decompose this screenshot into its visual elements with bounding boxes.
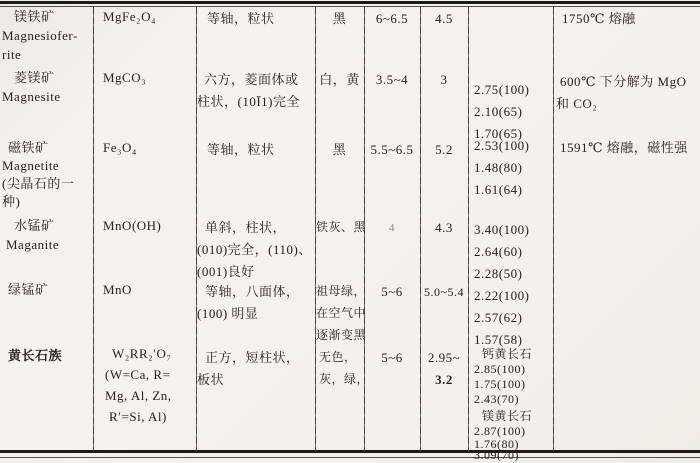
mineral-name: 黄长石族 — [8, 348, 63, 363]
column-divider — [93, 7, 94, 451]
d-spacing-value: 1.48(80) — [474, 160, 523, 175]
crystal-habit: 等轴，粒状 — [207, 142, 275, 157]
specific-gravity-value: 3.2 — [435, 372, 453, 387]
mineral-name-en: Maganite — [6, 237, 60, 252]
d-spacing-value: 2.10(65) — [474, 104, 523, 119]
d-spacing-value: 1.76(80) — [474, 437, 519, 451]
color-value: 逐渐变黑 — [316, 328, 367, 342]
crystal-habit: 板状 — [197, 372, 225, 387]
column-divider — [553, 7, 554, 451]
mineral-name-en: Magnesiofer- — [2, 28, 78, 43]
subgroup-label: 钙黄长石 — [482, 347, 533, 361]
chemical-formula: Fe₃O₄ — [103, 140, 137, 155]
table-border-bottom-thick — [0, 450, 700, 453]
mineral-name-note: (尖晶石的一 — [2, 176, 75, 191]
color-value: 铁灰、黑 — [316, 220, 367, 234]
crystal-habit: 等轴，粒状 — [207, 11, 275, 26]
d-spacing-value: 1.75(100) — [474, 377, 526, 391]
d-spacing-value: 3.09(70) — [474, 448, 519, 462]
note-text: 1591℃ 熔融，磁性强 — [560, 140, 688, 155]
d-spacing-value: 2.85(100) — [474, 362, 526, 376]
mineral-name: 磁铁矿 — [8, 140, 49, 155]
color-value: 灰，绿， — [319, 372, 370, 386]
note-text: 和 CO₂ — [556, 96, 598, 111]
table-border-bottom-thin — [0, 457, 700, 458]
chemical-formula: Mg, Al, Zn, — [105, 388, 172, 403]
d-spacing-value: 1.70(65) — [474, 126, 523, 141]
d-spacing-value: 2.28(50) — [474, 266, 523, 281]
color-value: 无色， — [319, 350, 357, 364]
d-spacing-value: 2.87(100) — [474, 424, 526, 438]
d-spacing-value: 2.64(60) — [474, 244, 523, 259]
hardness-value: 5~6 — [381, 284, 403, 299]
mineral-name-note: 种) — [2, 194, 21, 209]
hardness-value: 6~6.5 — [375, 11, 409, 26]
chemical-formula: R′=Si, Al) — [109, 409, 167, 424]
crystal-habit: 等轴，八面体， — [205, 284, 300, 299]
mineral-name-en: Magnetite — [2, 158, 60, 173]
d-spacing-value: 2.75(100) — [474, 82, 530, 97]
crystal-habit: 柱状，(10Ī1)完全 — [197, 94, 300, 109]
d-spacing-value: 2.53(100) — [474, 138, 530, 153]
chemical-formula: MnO(OH) — [103, 218, 162, 233]
color-value: 黑 — [332, 11, 347, 26]
specific-gravity-value: 2.95~ — [427, 350, 461, 365]
mineral-name: 水锰矿 — [14, 218, 55, 233]
note-text: 600℃ 下分解为 MgO — [560, 74, 687, 89]
color-value: 在空气中 — [316, 306, 367, 320]
specific-gravity-value: 4.5 — [435, 11, 453, 26]
column-divider — [468, 7, 469, 451]
table-border-top-thick — [0, 1, 700, 4]
d-spacing-value: 3.40(100) — [474, 222, 530, 237]
hardness-value: 4 — [389, 222, 395, 234]
hardness-value: 3.5~4 — [375, 72, 409, 87]
mineral-name-en: Magnesite — [2, 89, 61, 104]
specific-gravity-value: 5.0~5.4 — [424, 285, 464, 299]
crystal-habit: (010)完全，(110)、 — [197, 242, 312, 257]
subgroup-label: 镁黄长石 — [482, 409, 533, 423]
d-spacing-value: 2.57(62) — [474, 310, 523, 325]
note-text: 1750℃ 熔融 — [562, 11, 636, 26]
mineral-name: 绿锰矿 — [8, 282, 49, 297]
chemical-formula: MnO — [103, 282, 132, 297]
table-border-top-thin — [0, 6, 700, 7]
mineral-name: 菱镁矿 — [14, 70, 55, 85]
mineral-name-en: rite — [2, 47, 22, 62]
specific-gravity-value: 4.3 — [435, 220, 453, 235]
chemical-formula: MgFe₂O₄ — [103, 9, 157, 24]
crystal-habit: (100) 明显 — [197, 306, 259, 321]
crystal-habit: 正方，短柱状， — [205, 350, 300, 365]
hardness-value: 5.5~6.5 — [370, 142, 414, 157]
d-spacing-value: 1.61(64) — [474, 182, 523, 197]
color-value: 黑 — [332, 142, 347, 157]
crystal-habit: 六方，菱面体或 — [204, 72, 299, 87]
mineral-name: 镁铁矿 — [14, 9, 55, 24]
chemical-formula: MgCO₃ — [103, 70, 147, 85]
crystal-habit: 单斜，柱状， — [205, 220, 287, 235]
color-value: 白，黄 — [319, 72, 360, 87]
color-value: 祖母绿， — [316, 284, 367, 298]
specific-gravity-value: 3 — [440, 72, 448, 87]
hardness-value: 5~6 — [381, 350, 403, 365]
chemical-formula: (W=Ca, R= — [105, 367, 171, 382]
d-spacing-value: 2.43(70) — [474, 392, 519, 406]
d-spacing-value: 1.57(58) — [474, 332, 523, 347]
d-spacing-value: 2.22(100) — [474, 288, 530, 303]
chemical-formula: W₂RR₂′O₇ — [112, 346, 172, 361]
specific-gravity-value: 5.2 — [435, 142, 453, 157]
crystal-habit: (001)良好 — [197, 264, 255, 279]
